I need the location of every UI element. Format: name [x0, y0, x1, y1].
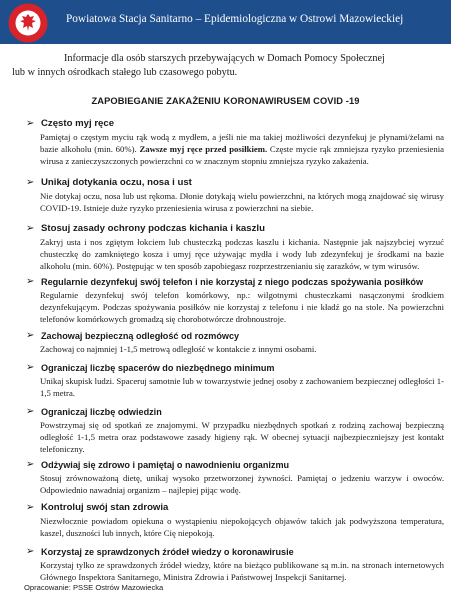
guideline-body: Unikaj skupisk ludzi. Spaceruj samotnie lub w towarzystwie jednej osoby z zachowaniem bezpiecznej odległości 1-1,5 metra. [40, 376, 444, 398]
guideline-item-phone-disinfection [26, 276, 444, 325]
guideline-heading-text: Zachowaj bezpieczną odległość od rozmówcy [41, 331, 240, 341]
arrowhead-bullet-icon: ➢ [26, 276, 35, 287]
guideline-body-text: Pamiętaj o częstym myciu rąk wodą z mydłem, a jeśli nie ma takiej możliwości dezynfekuj je płynami/żelami na bazie alkoholu (min. 60%). [40, 132, 444, 154]
guideline-heading [26, 362, 444, 374]
guideline-heading [26, 276, 444, 288]
guideline-item-safe-distance [26, 330, 444, 355]
guideline-heading [26, 459, 444, 471]
guideline-body: Stosuj zrównoważoną dietę, unikaj wysoko przetworzonej żywności. Pamiętaj o jedzeniu warzyw i owoców. Odpowiednio nawadniaj organizm – najlepiej pijąc wodę. [40, 473, 444, 495]
intro-line-2: lub w innych ośrodkach stałego lub czasowego pobytu. [12, 67, 238, 78]
guideline-heading [26, 177, 444, 189]
guideline-body: Zakryj usta i nos zgiętym łokciem lub chusteczką podczas kaszlu i kichania. Następnie jak najszybciej wyrzuć chusteczkę do zamkniętego kosza i umyj ręce używając mydła i wody lub zdezynfekuj je środkami na bazie alkoholu (min. 60%). Postępując w ten sposób zapobiegasz rozprzestrzenianiu się zarazków, w tym wirusów. [40, 237, 444, 271]
arrowhead-bullet-icon: ➢ [26, 406, 35, 417]
guideline-body: Powstrzymaj się od spotkań ze znajomymi. W przypadku niezbędnych spotkań z rodziną zachowaj bezpieczną odległość 1-1,5 metra oraz podstawowe zasady higieny rąk. W obecnej sytuacji najbezpieczniejszy jest kontakt telefoniczny. [40, 420, 444, 454]
guideline-item-face-touching [26, 177, 444, 214]
guideline-body-text: Częste mycie rąk zmniejsza ryzyko przeniesienia wirusa z zanieczyszczonych powierzchni co w znacznym stopniu zmniejsza ryzyko zakażenia. [40, 144, 444, 166]
arrowhead-bullet-icon: ➢ [26, 118, 35, 129]
guideline-heading-text: Unikaj dotykania oczu, nosa i ust [41, 177, 192, 188]
guideline-heading [26, 406, 444, 418]
footer-credit: Opracowanie: PSSE Ostrów Mazowiecka [24, 583, 164, 592]
guideline-heading-text: Regularnie dezynfekuj swój telefon i nie korzystaj z niego podczas spożywania posiłków [41, 277, 424, 287]
guideline-heading-text: Kontroluj swój stan zdrowia [41, 502, 169, 513]
sanitary-inspection-logo-icon [8, 3, 48, 43]
guideline-item-nutrition [26, 459, 444, 496]
arrowhead-bullet-icon: ➢ [26, 177, 35, 188]
guideline-body: Nie dotykaj oczu, nosa lub ust rękoma. Dłonie dotykają wielu powierzchni, na których mogą znajdować się wirusy COVID-19. Istnieje duże ryzyko przeniesienia wirusa z powierzchni na siebie. [40, 191, 444, 213]
guideline-heading-text: Korzystaj ze sprawdzonych źródeł wiedzy o koronawirusie [41, 547, 294, 557]
guideline-body: Zachowaj co najmniej 1-1,5 metrową odległość w kontakcie z innymi osobami. [40, 344, 317, 354]
guideline-heading [26, 330, 444, 342]
arrowhead-bullet-icon: ➢ [26, 502, 35, 513]
guideline-item-hand-washing [26, 118, 444, 167]
guideline-item-sneeze-cough [26, 223, 444, 272]
guideline-heading-text: Odżywiaj się zdrowo i pamiętaj o nawodnieniu organizmu [41, 460, 290, 470]
arrowhead-bullet-icon: ➢ [26, 330, 35, 341]
guideline-heading-text: Często myj ręce [41, 118, 115, 129]
guideline-body: Korzystaj tylko ze sprawdzonych źródeł wiedzy, które na bieżąco publikowane są m.in. na stronach internetowych Głównego Inspektora Sanitarnego, Ministra Zdrowia i Państwowej Inspekcji Sanitarnej. [40, 560, 444, 582]
arrowhead-bullet-icon: ➢ [26, 546, 35, 557]
guideline-item-walks [26, 362, 444, 399]
header-bar [0, 0, 451, 44]
guideline-heading-text: Stosuj zasady ochrony podczas kichania i kaszlu [41, 223, 265, 234]
guideline-body [26, 131, 444, 167]
guideline-heading [26, 118, 444, 130]
guideline-heading [26, 546, 444, 558]
guideline-heading [26, 223, 444, 235]
institution-title: Powiatowa Stacja Sanitarno – Epidemiologiczna w Ostrowi Mazowieckiej [66, 13, 404, 25]
guideline-item-reliable-sources [26, 546, 444, 583]
guideline-body-emphasis: Zawsze myj ręce przed posiłkiem. [139, 144, 268, 154]
guideline-heading-text: Ograniczaj liczbę spacerów do niezbędnego minimum [41, 363, 275, 373]
guideline-body: Regularnie dezynfekuj swój telefon komórkowy, np.: wilgotnymi chusteczkami nasączonymi środkiem dezynfekującym. Podczas spożywania posiłków nie korzystaj z telefonu i nie kładź go na stole. Na powierzchni telefonów komórkowych gromadzą się chorobotwórcze drobnoustroje. [40, 290, 444, 324]
intro-line-1: Informacje dla osób starszych przebywających w Domach Pomocy Społecznej [64, 53, 385, 64]
guideline-heading [26, 502, 444, 514]
document-title: ZAPOBIEGANIE ZAKAŻENIU KORONAWIRUSEM COVID -19 [91, 96, 360, 106]
arrowhead-bullet-icon: ➢ [26, 459, 35, 470]
intro-text [12, 52, 444, 80]
arrowhead-bullet-icon: ➢ [26, 362, 35, 373]
guideline-heading-text: Ograniczaj liczbę odwiedzin [41, 407, 162, 417]
arrowhead-bullet-icon: ➢ [26, 223, 35, 234]
guideline-body: Niezwłocznie powiadom opiekuna o wystąpieniu niepokojących objawów takich jak podwyższona temperatura, kaszel, duszności lub innych, które Cię niepokoją. [40, 516, 444, 538]
guideline-item-visits [26, 406, 444, 455]
guideline-item-health-monitoring [26, 502, 444, 539]
